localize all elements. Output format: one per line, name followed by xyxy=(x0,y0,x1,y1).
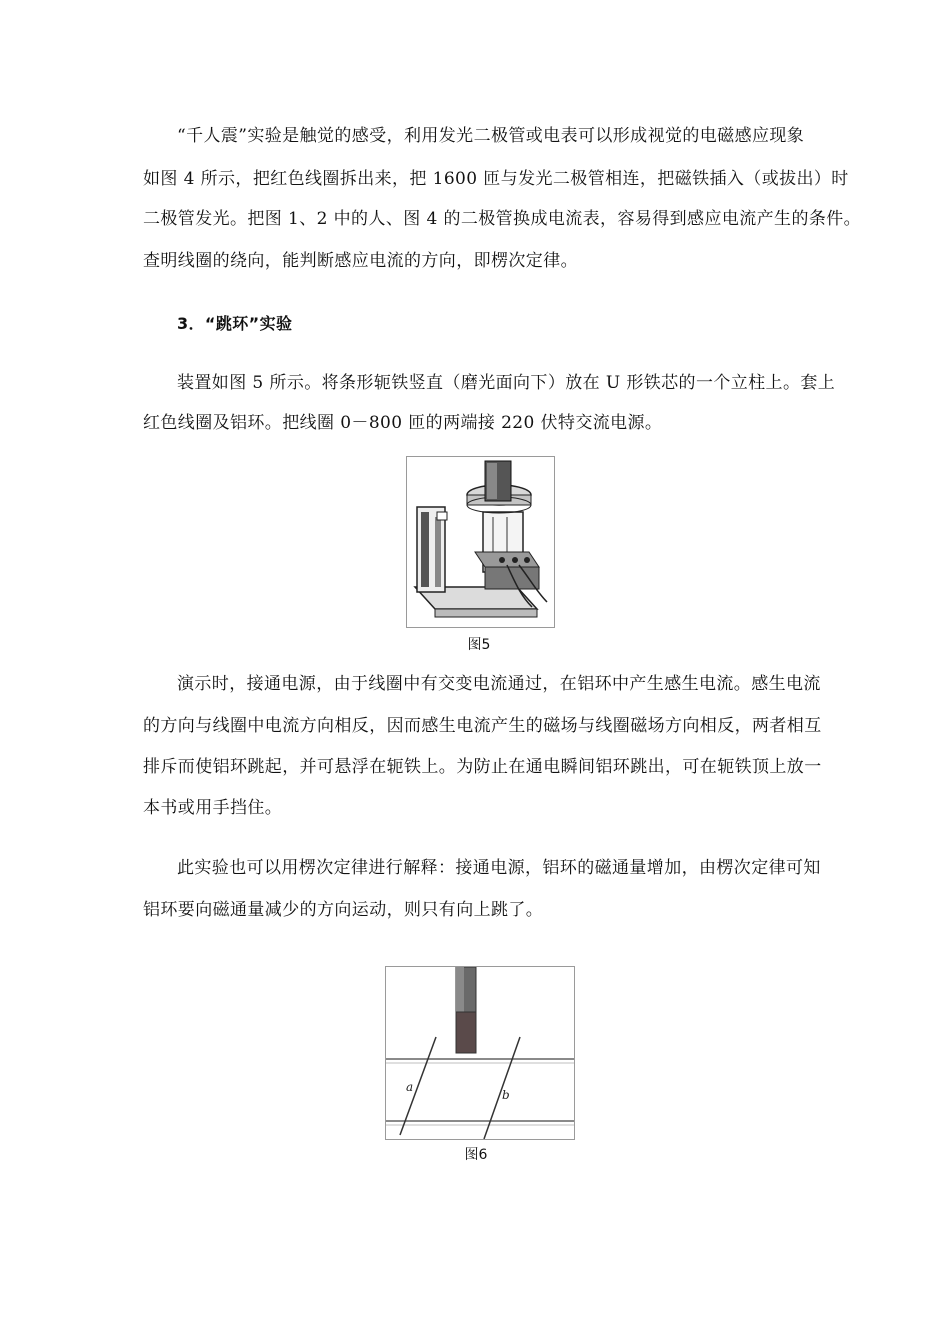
paragraph3-line1: 演示时，接通电源，由于线圈中有交变电流通过，在铝环中产生感生电流。感生电流 xyxy=(177,674,821,694)
magnet-over-rails-illustration xyxy=(386,967,574,1139)
paragraph1-line2: 如图 4 所示，把红色线圈拆出来，把 1600 匝与发光二极管相连，把磁铁插入（或拔出）时 xyxy=(143,169,849,189)
figure6-label-a: a xyxy=(406,1080,414,1094)
section-heading: 3．“跳环”实验 xyxy=(177,314,293,333)
figure6-caption: 图6 xyxy=(464,1147,488,1163)
paragraph3-line3: 排斥而使铝环跳起，并可悬浮在轭铁上。为防止在通电瞬间铝环跳出，可在轭铁顶上放一 xyxy=(143,757,822,777)
paragraph4-line1: 此实验也可以用楞次定律进行解释：接通电源，铝环的磁通量增加，由楞次定律可知 xyxy=(177,858,821,878)
paragraph2-line1: 装置如图 5 所示。将条形轭铁竖直（磨光面向下）放在 U 形铁芯的一个立柱上。套上 xyxy=(177,373,836,393)
figure6-image xyxy=(385,966,575,1140)
paragraph1-line4: 查明线圈的绕向，能判断感应电流的方向，即楞次定律。 xyxy=(143,251,578,271)
paragraph1-line3: 二极管发光。把图 1、2 中的人、图 4 的二极管换成电流表，容易得到感应电流产生的条件。 xyxy=(143,209,862,229)
paragraph2-line2: 红色线圈及铝环。把线圈 0－800 匝的两端接 220 伏特交流电源。 xyxy=(143,413,663,433)
paragraph4-line2: 铝环要向磁通量减少的方向运动，则只有向上跳了。 xyxy=(143,900,544,920)
paragraph3-line2: 的方向与线圈中电流方向相反，因而感生电流产生的磁场与线圈磁场方向相反，两者相互 xyxy=(143,716,822,736)
paragraph3-line4: 本书或用手挡住。 xyxy=(143,798,283,818)
figure5-caption: 图5 xyxy=(467,637,491,653)
paragraph1-line1: “千人震”实验是触觉的感受，利用发光二极管或电表可以形成视觉的电磁感应现象 xyxy=(177,126,805,146)
jumping-ring-apparatus-illustration xyxy=(407,457,554,627)
figure5-image xyxy=(406,456,555,628)
figure6-label-b: b xyxy=(502,1088,510,1102)
